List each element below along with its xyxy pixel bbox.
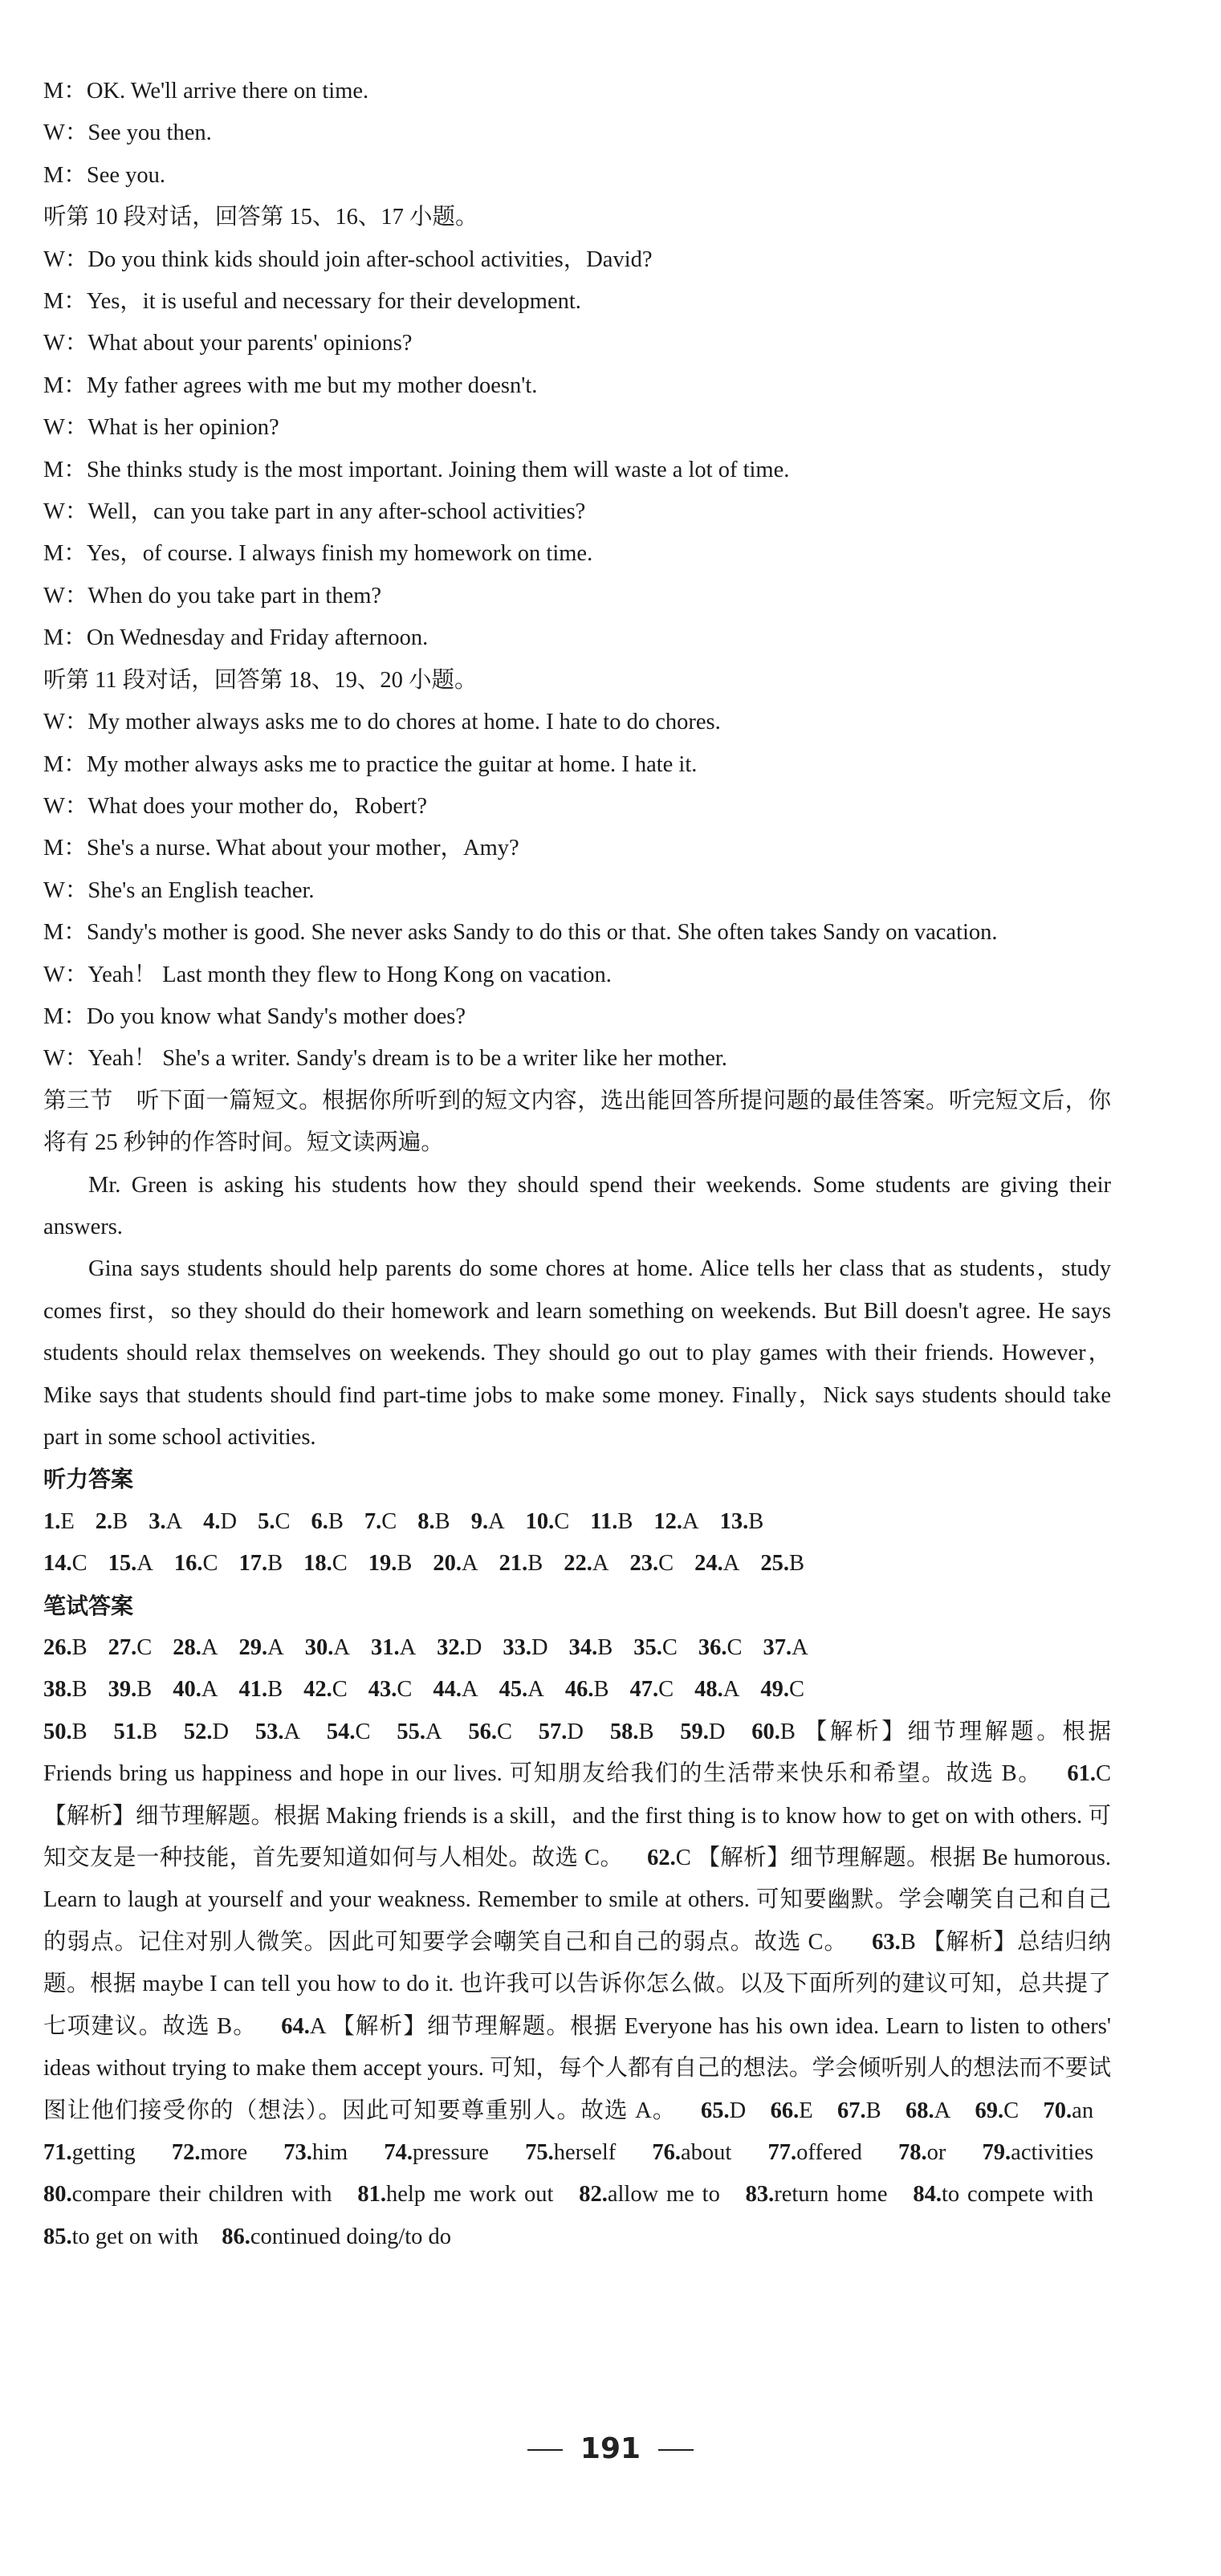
answer-number: 34. bbox=[568, 1635, 598, 1661]
dialogue-line: W：Yeah！ Last month they flew to Hong Kong on vacation. bbox=[43, 962, 612, 987]
answer-number: 36. bbox=[698, 1635, 727, 1661]
dialogue-line: W：What about your parents' opinions? bbox=[43, 331, 413, 356]
answer-item bbox=[43, 1627, 88, 1669]
answer-value: A 【解析】细节理解题。根据 Everyone has his own idea. Learn to listen to others' ideas without trying to make them accept yours. 可知，每个人都有自己的想法。学会倾听别人的想法而不要试图让他们接受你的（想法）。因此可知要尊重别人。故选 A。 bbox=[43, 2013, 1111, 2123]
answer-value: B bbox=[71, 1677, 88, 1703]
passage-section bbox=[43, 1165, 1111, 1459]
answer-value: E bbox=[60, 1508, 75, 1534]
answer-value: D bbox=[220, 1508, 238, 1534]
answer-number: 32. bbox=[437, 1635, 466, 1661]
answer-number: 52. bbox=[183, 1719, 213, 1744]
answer-value: C bbox=[332, 1551, 348, 1577]
answer-value: B bbox=[748, 1508, 764, 1534]
answer-row bbox=[43, 1627, 1111, 1669]
answer-item bbox=[371, 1627, 416, 1669]
answer-item bbox=[239, 1669, 283, 1711]
answer-value: B bbox=[71, 1635, 88, 1661]
answer-value: allow me to bbox=[607, 2182, 720, 2208]
dialogue-line: W：See you then. bbox=[43, 120, 212, 146]
answer-value: D bbox=[729, 2098, 747, 2123]
answer-number: 30. bbox=[304, 1635, 334, 1661]
dialogue-line: M：Yes，it is useful and necessary for their development. bbox=[43, 289, 581, 315]
answer-value: herself bbox=[553, 2139, 617, 2165]
answer-number: 66. bbox=[770, 2098, 800, 2123]
answer-value: C bbox=[661, 1635, 678, 1661]
answer-item bbox=[526, 1501, 570, 1543]
answer-value: return home bbox=[774, 2182, 888, 2208]
dialogue-line: M：Yes，of course. I always finish my homework on time. bbox=[43, 541, 593, 567]
answer-item bbox=[368, 1669, 413, 1711]
answer-item bbox=[327, 1719, 371, 1744]
answer-item bbox=[630, 1543, 674, 1585]
footer-dash-left bbox=[527, 2449, 563, 2451]
answer-item bbox=[239, 1543, 283, 1585]
answer-number: 75. bbox=[525, 2139, 554, 2165]
answer-number: 2. bbox=[95, 1508, 113, 1534]
answer-value: B 【解析】细节理解题。根据 Friends bring us happiness and hope in our lives. 可知朋友给我们的生活带来快乐和希望。故选 B。 bbox=[43, 1719, 1112, 1787]
answer-value: E bbox=[799, 2098, 813, 2123]
answer-item bbox=[768, 2140, 862, 2165]
answer-number: 3. bbox=[149, 1508, 166, 1534]
answer-number: 41. bbox=[238, 1677, 268, 1703]
answer-item bbox=[499, 1543, 543, 1585]
answer-value: A bbox=[934, 2098, 951, 2123]
answer-number: 6. bbox=[311, 1508, 328, 1534]
answer-item bbox=[499, 1669, 544, 1711]
answer-number: 39. bbox=[108, 1677, 137, 1703]
answer-item bbox=[43, 2140, 136, 2165]
answer-number: 59. bbox=[680, 1719, 709, 1744]
answer-number: 27. bbox=[108, 1635, 137, 1661]
answer-number: 63. bbox=[872, 1929, 901, 1955]
answer-number: 67. bbox=[836, 2098, 866, 2123]
answer-item bbox=[564, 1543, 608, 1585]
answer-item bbox=[701, 2098, 746, 2123]
dialogue-line: W：She's an English teacher. bbox=[43, 877, 315, 903]
answer-item bbox=[43, 1719, 88, 1744]
dialogue-line: M：On Wednesday and Friday afternoon. bbox=[43, 625, 429, 651]
answer-value: D bbox=[212, 1719, 230, 1744]
answer-number: 22. bbox=[564, 1551, 592, 1577]
answer-number: 54. bbox=[326, 1719, 356, 1744]
answer-number: 10. bbox=[525, 1508, 555, 1534]
answer-item bbox=[760, 1543, 804, 1585]
written-answers-title: 笔试答案 bbox=[43, 1592, 134, 1619]
answer-value: C bbox=[496, 1719, 512, 1744]
answer-number: 49. bbox=[760, 1677, 789, 1703]
answer-value: B bbox=[434, 1508, 450, 1534]
answer-number: 25. bbox=[760, 1551, 789, 1577]
answer-number: 20. bbox=[433, 1551, 462, 1577]
answer-item bbox=[113, 1719, 157, 1744]
answer-item bbox=[539, 1719, 584, 1744]
answer-number: 64. bbox=[281, 2013, 310, 2039]
answer-number: 7. bbox=[364, 1508, 382, 1534]
answer-value: B bbox=[397, 1551, 413, 1577]
answer-value: C bbox=[202, 1551, 218, 1577]
dialogue-line: M：Do you know what Sandy's mother does? bbox=[43, 1003, 466, 1029]
answer-value: A bbox=[267, 1635, 284, 1661]
answer-item bbox=[384, 2140, 489, 2165]
answer-item bbox=[283, 2140, 348, 2165]
answer-item bbox=[565, 1669, 609, 1711]
answer-value: B bbox=[788, 1551, 804, 1577]
answer-number: 74. bbox=[384, 2139, 413, 2165]
answer-number: 65. bbox=[700, 2098, 730, 2123]
answer-number: 4. bbox=[203, 1508, 221, 1534]
answer-item bbox=[525, 2140, 616, 2165]
answer-value: B bbox=[593, 1677, 609, 1703]
answer-value: B bbox=[267, 1551, 283, 1577]
answer-value: C bbox=[355, 1719, 371, 1744]
answer-value: B bbox=[597, 1635, 613, 1661]
answer-number: 9. bbox=[470, 1508, 489, 1534]
answer-number: 50. bbox=[43, 1719, 72, 1744]
answer-value: getting bbox=[71, 2139, 136, 2165]
answer-number: 68. bbox=[905, 2098, 934, 2123]
answer-value: A bbox=[592, 1551, 609, 1577]
answer-value: C bbox=[788, 1677, 804, 1703]
answer-item bbox=[694, 1669, 739, 1711]
answer-item bbox=[906, 2098, 950, 2123]
answer-item bbox=[437, 1627, 482, 1669]
answer-value: A bbox=[462, 1677, 478, 1703]
answer-value: B bbox=[617, 1508, 633, 1534]
dialogue-line: M：My father agrees with me but my mother doesn't. bbox=[43, 372, 538, 398]
answer-value: C bbox=[658, 1551, 674, 1577]
answer-number: 43. bbox=[368, 1677, 397, 1703]
answer-value: A bbox=[201, 1677, 218, 1703]
answer-value: A bbox=[462, 1551, 478, 1577]
listening-answers bbox=[43, 1501, 1111, 1585]
answer-value: B bbox=[328, 1508, 344, 1534]
answer-number: 24. bbox=[694, 1551, 723, 1577]
answer-value: A bbox=[201, 1635, 218, 1661]
answer-item bbox=[680, 1719, 725, 1744]
answer-value: A bbox=[722, 1551, 740, 1577]
answer-item bbox=[983, 2140, 1094, 2165]
answer-value: B bbox=[112, 1508, 128, 1534]
answer-item bbox=[255, 1719, 300, 1744]
answer-item bbox=[746, 2182, 888, 2207]
answer-value: to compete with bbox=[941, 2182, 1094, 2208]
answer-item bbox=[108, 1627, 153, 1669]
dialogue-line: M：See you. bbox=[43, 162, 165, 188]
answer-item bbox=[468, 1719, 512, 1744]
answer-item bbox=[43, 1501, 75, 1543]
answer-value: C bbox=[1003, 2098, 1020, 2123]
answer-value: help me work out bbox=[385, 2182, 554, 2208]
answer-item bbox=[258, 1501, 290, 1543]
answer-number: 12. bbox=[653, 1508, 682, 1534]
answer-item bbox=[364, 1501, 397, 1543]
answer-value: C bbox=[658, 1677, 674, 1703]
answer-item bbox=[579, 2182, 720, 2207]
dialogue-heading: 听第 11 段对话，回答第 18、19、20 小题。 bbox=[43, 667, 478, 693]
answer-value: C bbox=[381, 1508, 397, 1534]
dialogue-section bbox=[43, 71, 1111, 1080]
answer-number: 1. bbox=[43, 1508, 61, 1534]
answer-item bbox=[763, 1627, 808, 1669]
answer-value: C bbox=[332, 1677, 348, 1703]
answer-item bbox=[771, 2098, 813, 2123]
answer-item bbox=[975, 2098, 1020, 2123]
answer-number: 28. bbox=[173, 1635, 201, 1661]
answer-value: C bbox=[275, 1508, 291, 1534]
answer-value: A bbox=[136, 1551, 153, 1577]
answer-item bbox=[569, 1627, 613, 1669]
answer-number: 69. bbox=[975, 2098, 1004, 2123]
answer-number: 77. bbox=[767, 2139, 797, 2165]
answer-value: B bbox=[267, 1677, 283, 1703]
answer-item bbox=[837, 2098, 881, 2123]
answer-value: B bbox=[136, 1677, 153, 1703]
answer-item bbox=[503, 1627, 547, 1669]
dialogue-heading: 听第 10 段对话，回答第 15、16、17 小题。 bbox=[43, 205, 478, 230]
answer-row bbox=[43, 1669, 1111, 1711]
answer-number: 14. bbox=[43, 1551, 72, 1577]
answer-item bbox=[397, 1719, 442, 1744]
answer-number: 16. bbox=[173, 1551, 203, 1577]
answer-value: C bbox=[136, 1635, 153, 1661]
answer-value: B bbox=[638, 1719, 654, 1744]
answer-item bbox=[652, 2140, 731, 2165]
answer-number: 47. bbox=[629, 1677, 659, 1703]
answer-item bbox=[633, 1627, 678, 1669]
answer-number: 79. bbox=[982, 2139, 1011, 2165]
answer-number: 13. bbox=[719, 1508, 749, 1534]
answer-number: 15. bbox=[108, 1551, 137, 1577]
answer-value: B bbox=[142, 1719, 158, 1744]
answer-row bbox=[43, 1501, 1111, 1543]
answer-value: C 【解析】细节理解题。根据 Making friends is a skill，and the first thing is to know how to get on with others. 可知交友是一种技能，首先要知道如何与人相处。故选 C。 bbox=[43, 1761, 1112, 1871]
answer-value: A bbox=[682, 1508, 699, 1534]
dialogue-line: M：OK. We'll arrive there on time. bbox=[43, 79, 369, 104]
answer-item bbox=[203, 1501, 237, 1543]
answer-number: 58. bbox=[609, 1719, 639, 1744]
answer-item bbox=[96, 1501, 128, 1543]
answer-value: C bbox=[397, 1677, 413, 1703]
answer-item bbox=[305, 1627, 350, 1669]
dialogue-line: W：Do you think kids should join after-school activities，David? bbox=[43, 246, 653, 272]
answer-item bbox=[303, 1543, 348, 1585]
answer-value: A bbox=[425, 1719, 442, 1744]
answer-value: more bbox=[200, 2139, 248, 2165]
answer-number: 19. bbox=[368, 1551, 397, 1577]
answer-value: A bbox=[527, 1677, 544, 1703]
answer-number: 80. bbox=[43, 2182, 72, 2208]
answer-number: 83. bbox=[745, 2182, 775, 2208]
answer-value: D bbox=[708, 1719, 726, 1744]
answer-item bbox=[149, 1501, 182, 1543]
page-number: 191 bbox=[580, 2432, 641, 2465]
answer-number: 23. bbox=[629, 1551, 659, 1577]
answer-number: 37. bbox=[763, 1635, 792, 1661]
answer-number: 8. bbox=[417, 1508, 435, 1534]
answer-value: A bbox=[165, 1508, 183, 1534]
answer-item bbox=[471, 1501, 505, 1543]
answer-item bbox=[239, 1627, 284, 1669]
answer-number: 76. bbox=[652, 2139, 682, 2165]
answer-item bbox=[43, 2224, 198, 2249]
answer-item bbox=[694, 1543, 739, 1585]
passage-paragraph: Gina says students should help parents do some chores at home. Alice tells her class that as students，study comes first，so they should do their homework and learn something on weekends. But Bill doesn't agree. He says students should relax themselves on weekends. They should go out to play games with their friends. However，Mike says that students should find part-time jobs to make some money. Finally，Nick says students should take part in some school activities. bbox=[43, 1256, 1111, 1450]
answer-number: 11. bbox=[590, 1508, 618, 1534]
answer-value: A bbox=[792, 1635, 808, 1661]
answer-item bbox=[43, 1543, 88, 1585]
passage-paragraph: Mr. Green is asking his students how they should spend their weekends. Some students are giving their answers. bbox=[43, 1172, 1111, 1239]
answer-item bbox=[173, 1627, 218, 1669]
answer-item bbox=[590, 1501, 633, 1543]
answer-number: 40. bbox=[173, 1677, 201, 1703]
dialogue-line: M：She thinks study is the most important. Joining them will waste a lot of time. bbox=[43, 457, 790, 482]
answer-value: to get on with bbox=[71, 2224, 199, 2249]
answer-value: D bbox=[465, 1635, 482, 1661]
answer-item bbox=[913, 2182, 1093, 2207]
answer-number: 55. bbox=[397, 1719, 425, 1744]
answer-number: 86. bbox=[222, 2224, 250, 2249]
answer-item bbox=[760, 1669, 804, 1711]
answer-number: 82. bbox=[579, 2182, 608, 2208]
answer-value: B bbox=[71, 1719, 88, 1744]
section3-instruction: 第三节 听下面一篇短文。根据你所听到的短文内容，选出能回答所提问题的最佳答案。听完短文后，你将有 25 秒钟的作答时间。短文读两遍。 bbox=[43, 1088, 1111, 1156]
answer-number: 38. bbox=[43, 1677, 72, 1703]
answer-number: 61. bbox=[1067, 1761, 1096, 1787]
dialogue-line: M：She's a nurse. What about your mother，Amy? bbox=[43, 836, 519, 861]
answer-item bbox=[433, 1669, 478, 1711]
answer-number: 56. bbox=[468, 1719, 497, 1744]
answer-item bbox=[357, 2182, 553, 2207]
written-explanations bbox=[43, 1711, 1111, 2258]
answer-value: B bbox=[865, 2098, 881, 2123]
answer-item bbox=[630, 1669, 674, 1711]
dialogue-line: W：Well，can you take part in any after-school activities? bbox=[43, 499, 586, 525]
answer-value: A bbox=[488, 1508, 505, 1534]
dialogue-line: W：When do you take part in them? bbox=[43, 583, 382, 608]
listening-answers-title: 听力答案 bbox=[43, 1466, 134, 1493]
answer-value: about bbox=[681, 2139, 732, 2165]
answer-value: B 【解析】总结归纳题。根据 maybe I can tell you how to do it. 也许我可以告诉你怎么做。以及下面所列的建议可知，总共提了七项建议。故选 B。 bbox=[43, 1929, 1112, 2039]
dialogue-line: W：My mother always asks me to do chores at home. I hate to do chores. bbox=[43, 710, 721, 735]
answer-number: 78. bbox=[898, 2139, 927, 2165]
answer-number: 21. bbox=[499, 1551, 528, 1577]
answer-value: C bbox=[71, 1551, 88, 1577]
answer-number: 51. bbox=[113, 1719, 143, 1744]
answer-item bbox=[172, 2140, 247, 2165]
answer-item bbox=[433, 1543, 478, 1585]
answer-value: him bbox=[311, 2139, 348, 2165]
answer-number: 46. bbox=[564, 1677, 594, 1703]
answer-number: 35. bbox=[633, 1635, 662, 1661]
answer-value: an bbox=[1072, 2098, 1094, 2123]
answer-number: 26. bbox=[43, 1635, 72, 1661]
answer-number: 57. bbox=[538, 1719, 568, 1744]
answer-value: pressure bbox=[412, 2139, 489, 2165]
answer-item bbox=[174, 1543, 218, 1585]
answer-number: 44. bbox=[433, 1677, 462, 1703]
answer-item bbox=[698, 1627, 743, 1669]
answer-value: B bbox=[527, 1551, 543, 1577]
answer-item bbox=[720, 1501, 764, 1543]
answer-number: 60. bbox=[751, 1719, 780, 1744]
answer-value: A bbox=[722, 1677, 740, 1703]
answer-number: 48. bbox=[694, 1677, 723, 1703]
answer-value: continued doing/to do bbox=[250, 2224, 452, 2249]
answer-item bbox=[303, 1669, 348, 1711]
answer-number: 5. bbox=[258, 1508, 275, 1534]
answer-number: 18. bbox=[303, 1551, 332, 1577]
answer-number: 70. bbox=[1043, 2098, 1072, 2123]
dialogue-line: M：Sandy's mother is good. She never asks Sandy to do this or that. She often takes Sandy on vacation. bbox=[43, 920, 998, 946]
answer-number: 71. bbox=[43, 2139, 72, 2165]
answer-number: 84. bbox=[913, 2182, 942, 2208]
answer-number: 53. bbox=[254, 1719, 284, 1744]
answer-item bbox=[653, 1501, 698, 1543]
answer-item bbox=[610, 1719, 654, 1744]
answer-value: C 【解析】细节理解题。根据 Be humorous. Learn to laugh at yourself and your weakness. Remember to smile at others. 可知要幽默。学会嘲笑自己和自己的弱点。记住对别人微笑。因此可知要学会嘲笑自己和自己的弱点。故选 C。 bbox=[43, 1846, 1112, 1955]
answer-number: 85. bbox=[43, 2224, 72, 2249]
answer-number: 31. bbox=[370, 1635, 400, 1661]
answer-item bbox=[311, 1501, 344, 1543]
answer-item bbox=[417, 1501, 450, 1543]
answer-number: 72. bbox=[171, 2139, 201, 2165]
answer-item bbox=[222, 2224, 451, 2249]
answer-item bbox=[43, 2182, 332, 2207]
answer-value: or bbox=[926, 2139, 946, 2165]
dialogue-line: W：What does your mother do，Robert? bbox=[43, 793, 428, 819]
answer-value: D bbox=[531, 1635, 548, 1661]
answer-item bbox=[43, 1669, 88, 1711]
answer-number: 42. bbox=[303, 1677, 332, 1703]
answer-item bbox=[108, 1543, 153, 1585]
answer-number: 45. bbox=[499, 1677, 528, 1703]
dialogue-line: W：Yeah！ She's a writer. Sandy's dream is to be a writer like her mother. bbox=[43, 1046, 727, 1072]
answer-value: C bbox=[554, 1508, 570, 1534]
answer-number: 73. bbox=[283, 2139, 312, 2165]
written-answers bbox=[43, 1627, 1111, 1711]
answer-value: C bbox=[726, 1635, 743, 1661]
answer-value: activities bbox=[1011, 2139, 1094, 2165]
answer-item bbox=[898, 2140, 946, 2165]
answer-number: 33. bbox=[503, 1635, 531, 1661]
answer-number: 29. bbox=[238, 1635, 268, 1661]
answer-value: D bbox=[567, 1719, 584, 1744]
answer-item bbox=[368, 1543, 413, 1585]
answer-value: A bbox=[283, 1719, 301, 1744]
footer-dash-right bbox=[658, 2449, 694, 2451]
dialogue-line: W：What is her opinion? bbox=[43, 415, 279, 441]
answer-item bbox=[1044, 2098, 1094, 2123]
document-page bbox=[43, 71, 1111, 2258]
answer-item bbox=[108, 1669, 153, 1711]
answer-value: A bbox=[399, 1635, 417, 1661]
page-footer bbox=[0, 2432, 1221, 2465]
answer-number: 62. bbox=[647, 1846, 676, 1871]
answer-number: 81. bbox=[357, 2182, 386, 2208]
dialogue-line: M：My mother always asks me to practice the guitar at home. I hate it. bbox=[43, 751, 698, 777]
answer-item bbox=[184, 1719, 229, 1744]
answer-value: compare their children with bbox=[71, 2182, 332, 2208]
answer-value: offered bbox=[796, 2139, 862, 2165]
answer-row bbox=[43, 1543, 1111, 1585]
answer-item bbox=[173, 1669, 218, 1711]
answer-number: 17. bbox=[238, 1551, 268, 1577]
answer-value: A bbox=[333, 1635, 350, 1661]
